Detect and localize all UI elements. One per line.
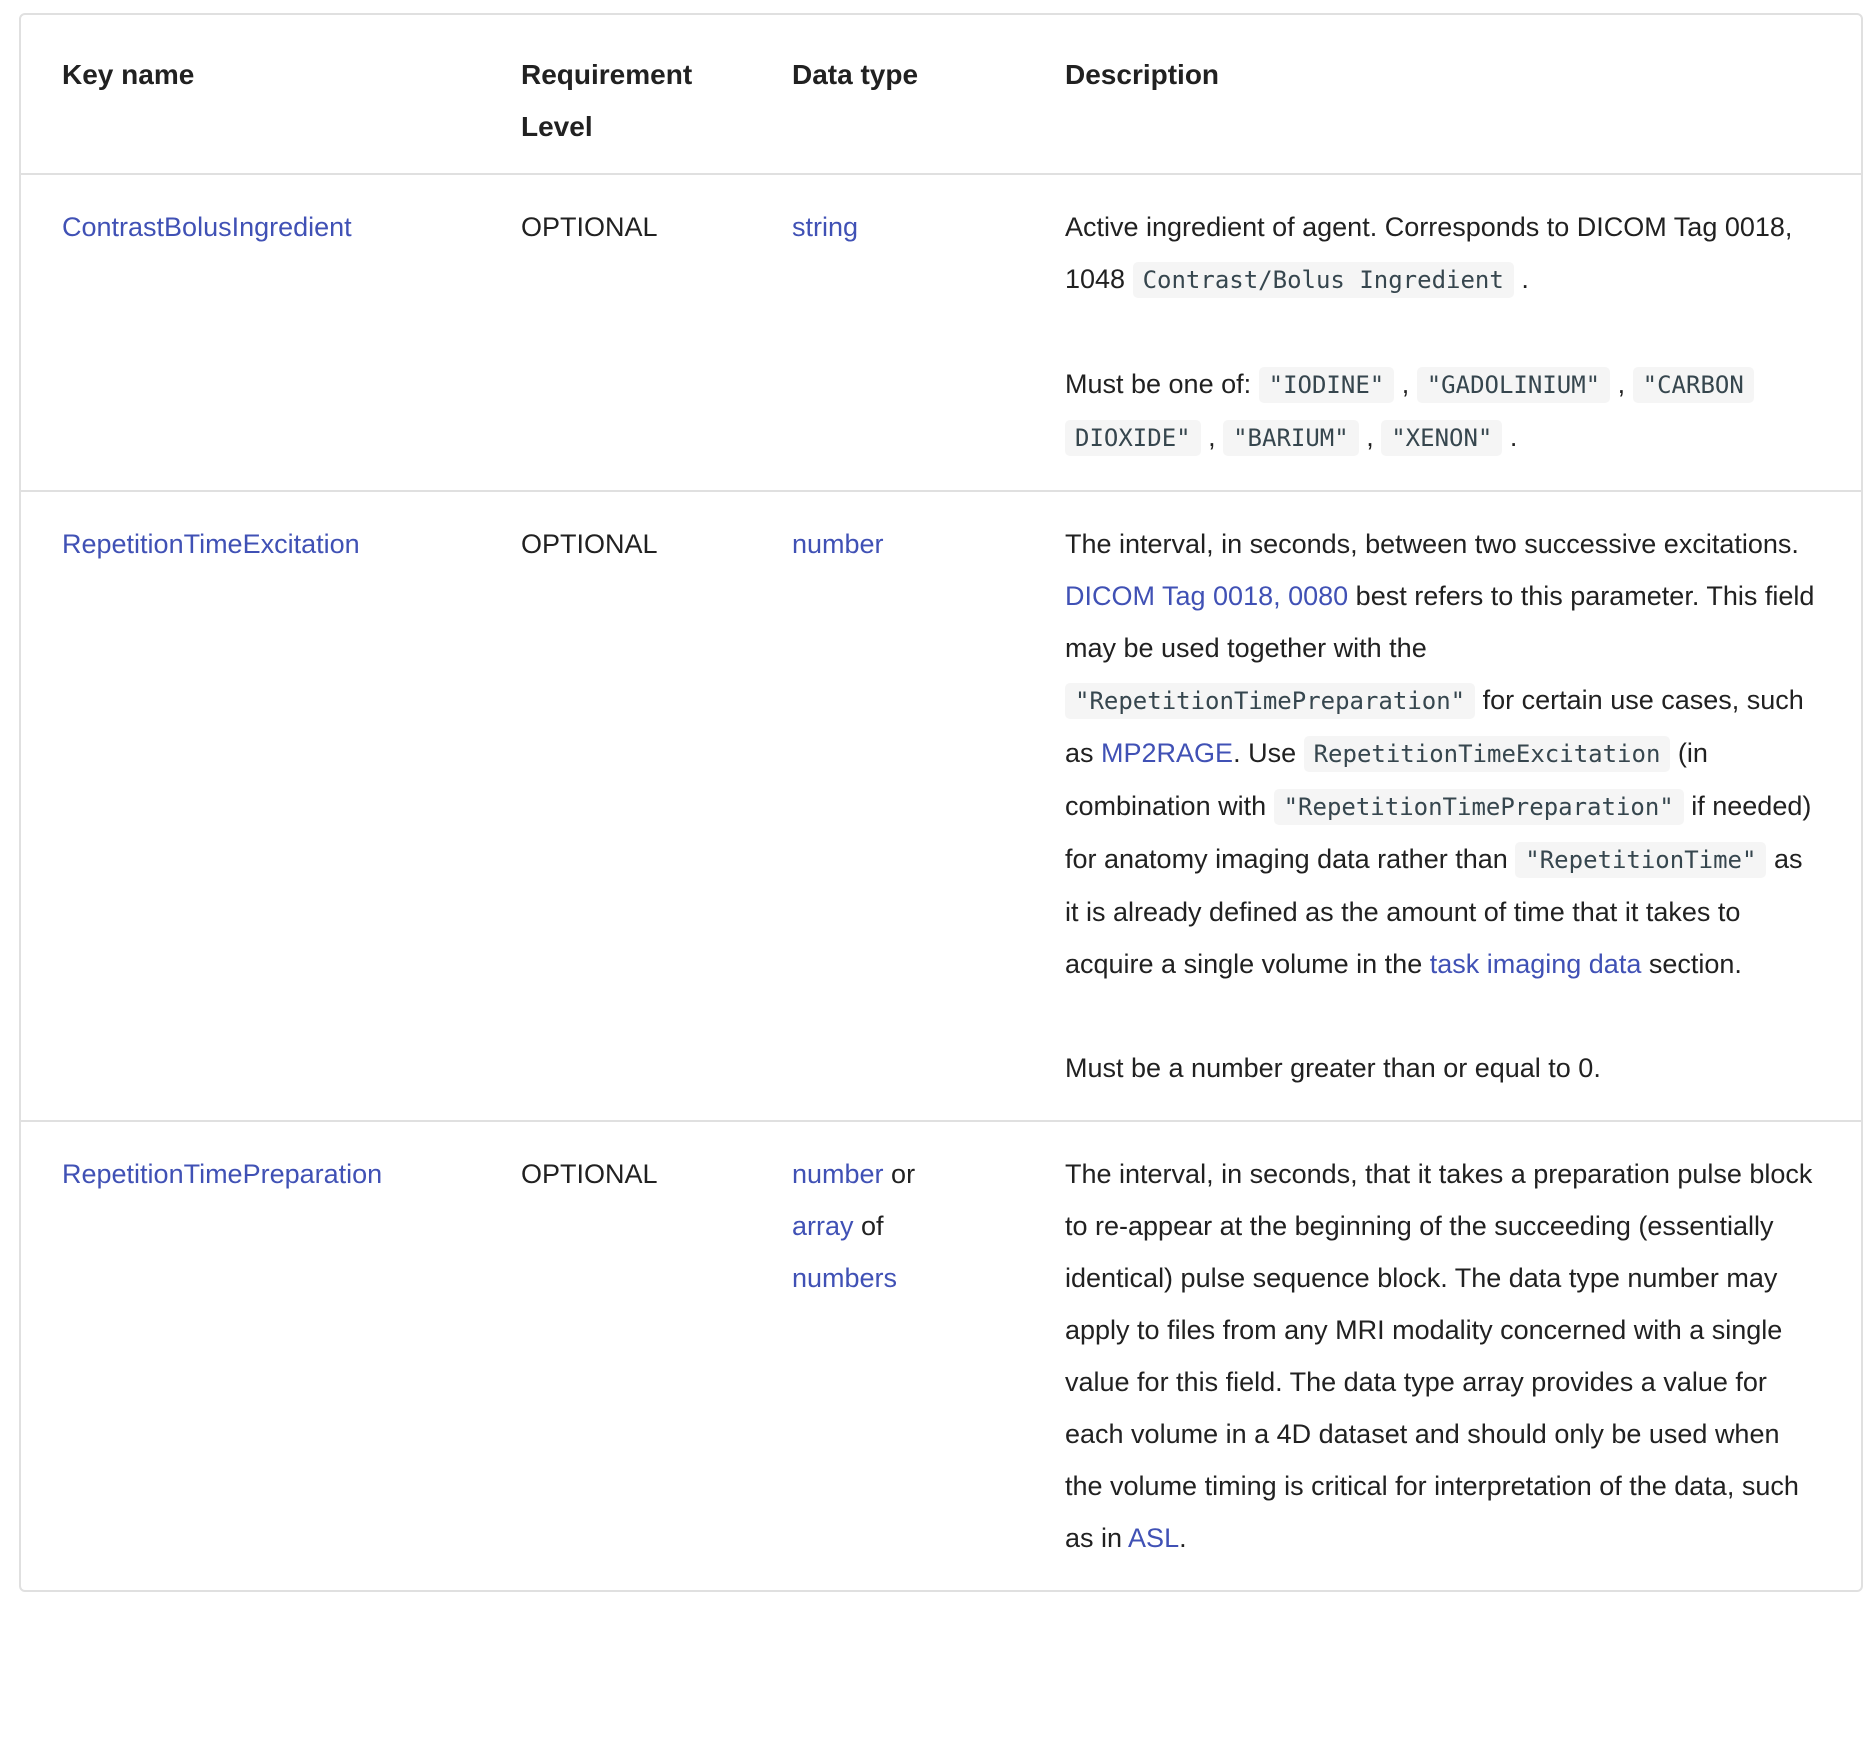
inline-link[interactable]: string xyxy=(792,212,859,242)
data-type-cell xyxy=(751,1120,1024,1590)
code-span: "XENON" xyxy=(1381,420,1502,456)
text-run: . Use xyxy=(1233,738,1304,768)
col-header-requirement-level: Requirement Level xyxy=(480,15,751,175)
text-run: Must be a number greater than or equal to 0. xyxy=(1065,1053,1601,1083)
inline-link[interactable]: task imaging data xyxy=(1429,949,1642,979)
code-span: "RepetitionTime" xyxy=(1515,842,1766,878)
text-run: , xyxy=(1200,422,1224,452)
datatype-line xyxy=(792,1148,983,1200)
code-span: "CARBON DIOXIDE" xyxy=(1065,367,1754,456)
code-span: "BARIUM" xyxy=(1223,420,1359,456)
text-run: Must be one of: xyxy=(1065,369,1259,399)
inline-link[interactable]: number xyxy=(792,529,884,559)
text-run: (in combination with xyxy=(1065,738,1708,821)
col-header-description: Description xyxy=(1024,15,1861,175)
text-run: , xyxy=(1394,369,1417,399)
key-name-link[interactable]: RepetitionTimeExcitation xyxy=(62,529,360,559)
key-name-link[interactable]: RepetitionTimePreparation xyxy=(62,1159,383,1189)
code-span: RepetitionTimeExcitation xyxy=(1304,736,1671,772)
metadata-table xyxy=(19,13,1863,1592)
table-header xyxy=(21,15,1861,175)
requirement-level-value: OPTIONAL xyxy=(480,490,751,1120)
key-name-cell xyxy=(21,1120,480,1590)
requirement-level-value: OPTIONAL xyxy=(480,1120,751,1590)
table-row xyxy=(21,175,1861,490)
paragraph xyxy=(1065,518,1820,990)
code-span: Contrast/Bolus Ingredient xyxy=(1133,262,1514,298)
code-span: "IODINE" xyxy=(1259,367,1395,403)
table-row xyxy=(21,490,1861,1120)
inline-link[interactable]: array xyxy=(792,1211,854,1241)
paragraph xyxy=(1065,201,1820,306)
header-row xyxy=(21,15,1861,175)
code-span: "RepetitionTimePreparation" xyxy=(1274,789,1684,825)
datatype-line xyxy=(792,1200,983,1252)
key-name-link[interactable]: ContrastBolusIngredient xyxy=(62,212,352,242)
text-run: as it is already defined as the amount of time that it takes to acquire a single volume in the xyxy=(1065,844,1803,979)
text-run: The interval, in seconds, that it takes a preparation pulse block to re-appear at the beginning of the succeeding (essentially identical) pulse sequence block. The data type number may apply to files from any MRI modality concerned with a single value for this field. The data type array provides a value for each volume in a 4D dataset and should only be used when the volume timing is critical for interpretation of the data, such as in xyxy=(1065,1159,1813,1553)
text-run: for certain use cases, such as xyxy=(1065,685,1804,768)
text-run: of xyxy=(853,1211,884,1241)
text-run: , xyxy=(1358,422,1382,452)
data-type-cell xyxy=(751,490,1024,1120)
inline-link[interactable]: number xyxy=(792,1159,884,1189)
code-span: "GADOLINIUM" xyxy=(1417,367,1610,403)
key-name-cell xyxy=(21,490,480,1120)
table-row xyxy=(21,1120,1861,1590)
text-run: or xyxy=(883,1159,916,1189)
code-span: "RepetitionTimePreparation" xyxy=(1065,683,1475,719)
col-header-data-type: Data type xyxy=(751,15,1024,175)
inline-link[interactable]: ASL xyxy=(1128,1523,1180,1553)
table-body xyxy=(21,175,1861,1590)
inline-link[interactable]: MP2RAGE xyxy=(1101,738,1234,768)
key-name-cell xyxy=(21,175,480,490)
paragraph xyxy=(1065,358,1820,464)
text-run: section. xyxy=(1641,949,1742,979)
text-run: best refers to this parameter. This field may be used together with the xyxy=(1065,581,1815,663)
inline-link[interactable]: numbers xyxy=(792,1263,898,1293)
paragraph xyxy=(1065,1042,1820,1094)
inline-link[interactable]: DICOM Tag 0018, 0080 xyxy=(1065,581,1349,611)
paragraph xyxy=(1065,1148,1820,1564)
text-run: if needed) for anatomy imaging data rather than xyxy=(1065,791,1812,874)
datatype-line xyxy=(792,1252,983,1304)
text-run: The interval, in seconds, between two successive excitations. xyxy=(1065,529,1799,559)
datatype-line xyxy=(792,518,983,570)
description-cell xyxy=(1024,1120,1861,1590)
text-run: . xyxy=(1179,1523,1187,1553)
data-type-cell xyxy=(751,175,1024,490)
datatype-line xyxy=(792,201,983,253)
text-run: . xyxy=(1502,422,1518,452)
col-header-key-name: Key name xyxy=(21,15,480,175)
text-run: . xyxy=(1513,264,1529,294)
description-cell xyxy=(1024,175,1861,490)
text-run: , xyxy=(1610,369,1633,399)
description-cell xyxy=(1024,490,1861,1120)
text-run: Active ingredient of agent. Corresponds to DICOM Tag 0018, 1048 xyxy=(1065,212,1793,294)
requirement-level-value: OPTIONAL xyxy=(521,212,658,242)
